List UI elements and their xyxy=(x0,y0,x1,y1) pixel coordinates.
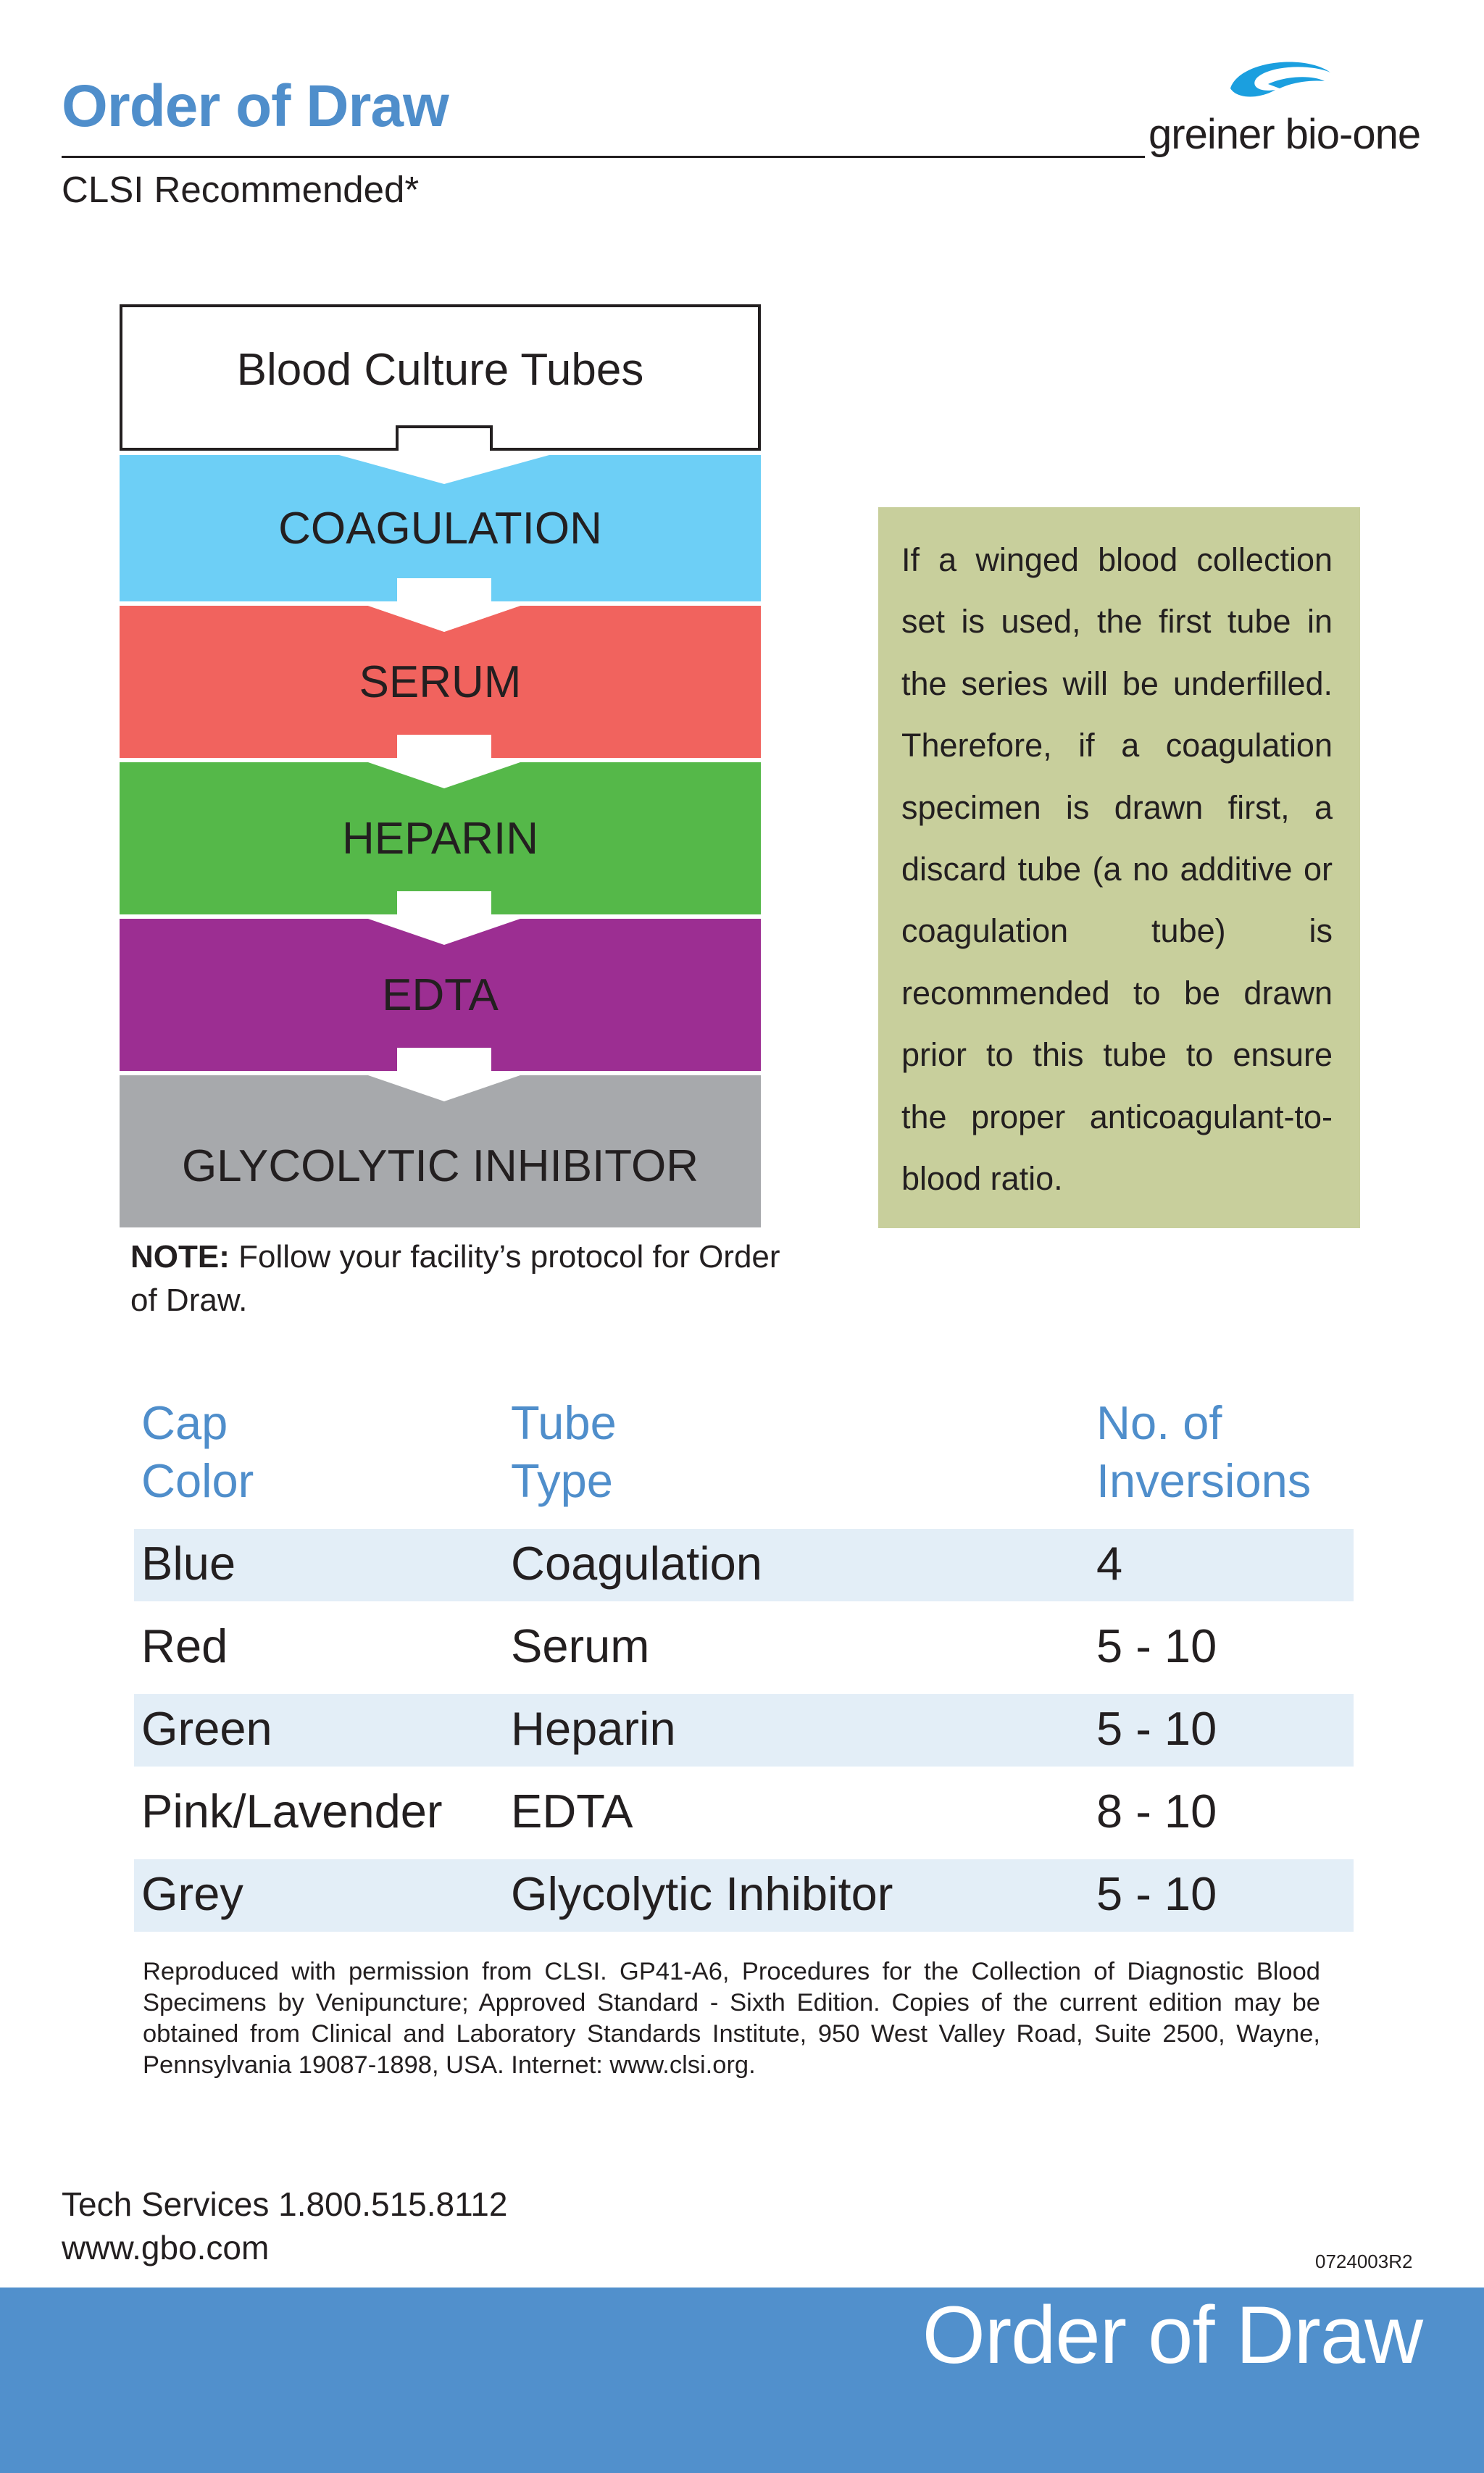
flow-step-label: GLYCOLYTIC INHIBITOR xyxy=(181,1140,699,1191)
footer-title: Order of Draw xyxy=(922,2290,1422,2380)
page-subtitle: CLSI Recommended* xyxy=(62,169,420,210)
inversions-cell: 4 xyxy=(1096,1537,1123,1590)
table-row xyxy=(134,1777,1354,1849)
tube-type-cell: Glycolytic Inhibitor xyxy=(511,1867,893,1920)
table-row xyxy=(134,1859,1354,1932)
cap-color-cell: Pink/Lavender xyxy=(141,1785,443,1838)
down-arrow-icon xyxy=(368,735,520,788)
tech-services-phone: Tech Services 1.800.515.8112 xyxy=(62,2185,508,2223)
document-code: 0724003R2 xyxy=(1315,2251,1413,2272)
down-arrow-icon xyxy=(368,891,520,945)
inversions-cell: 5 - 10 xyxy=(1096,1702,1217,1755)
facility-note xyxy=(130,1235,783,1322)
note-label: NOTE: xyxy=(130,1239,230,1275)
table-row xyxy=(134,1694,1354,1767)
table-header-tube-type xyxy=(511,1394,617,1510)
inversions-cell: 8 - 10 xyxy=(1096,1785,1217,1838)
cap-color-cell: Red xyxy=(141,1619,228,1672)
inversions-cell: 5 - 10 xyxy=(1096,1867,1217,1920)
flow-step-label: EDTA xyxy=(382,969,499,1020)
header-line: Inversions xyxy=(1096,1454,1312,1507)
down-arrow-icon xyxy=(339,455,549,484)
cap-color-cell: Blue xyxy=(141,1537,236,1590)
brand-logo-text: greiner bio-one xyxy=(1149,111,1421,158)
flow-step-label: HEPARIN xyxy=(341,813,538,864)
header-line: No. of xyxy=(1096,1396,1222,1449)
header-line: Tube xyxy=(511,1396,617,1449)
header-line: Cap xyxy=(141,1396,228,1449)
cap-color-cell: Green xyxy=(141,1702,272,1755)
winged-set-note-text: If a winged blood collection set is used, the first tube in the series will be underfilled. Therefore, if a coagulation specimen is drawn first, a discard tube (a no additive or coagulation tube) is recommended to be drawn prior to this tube to ensure the proper anticoagulant-to-blood ratio. xyxy=(901,541,1333,1198)
flow-step-label: SERUM xyxy=(359,656,522,707)
website-link: www.gbo.com xyxy=(62,2229,270,2266)
page-title: Order of Draw xyxy=(62,73,449,139)
table-row xyxy=(134,1529,1354,1601)
inversions-cell: 5 - 10 xyxy=(1096,1619,1217,1672)
cap-color-cell: Grey xyxy=(141,1867,243,1920)
tube-type-cell: Coagulation xyxy=(511,1537,762,1590)
flow-step-label: Blood Culture Tubes xyxy=(236,344,644,395)
flow-step-label: COAGULATION xyxy=(278,503,602,554)
table-header-inversions xyxy=(1096,1394,1311,1510)
contact-info xyxy=(62,2182,507,2269)
header-line: Type xyxy=(511,1454,613,1507)
tube-type-cell: EDTA xyxy=(511,1785,633,1838)
table-row xyxy=(134,1611,1354,1684)
header-line: Color xyxy=(141,1454,254,1507)
clsi-credit: Reproduced with permission from CLSI. GP41-A6, Procedures for the Collection of Diagnostic Blood Specimens by Venipuncture; Approved Standard - Sixth Edition. Copies of the current edition may be obtained from Clinical and Laboratory Standards Institute, 950 West Valley Road, Suite 2500, Wayne, Pennsylvania 19087-1898, USA. Internet: www.clsi.org. xyxy=(143,1958,1320,2079)
table-header-cap-color xyxy=(141,1394,254,1510)
down-arrow-icon xyxy=(368,1048,520,1101)
tube-type-cell: Heparin xyxy=(511,1702,676,1755)
note-text: Follow your facility’s protocol for Order of Draw. xyxy=(130,1239,780,1318)
tube-type-cell: Serum xyxy=(511,1619,650,1672)
